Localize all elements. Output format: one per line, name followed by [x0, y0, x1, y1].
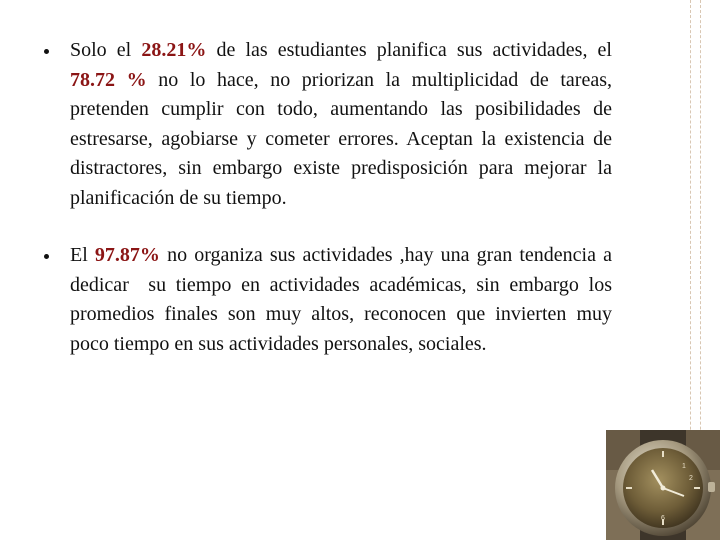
percentage-highlight: 78.72 %: [70, 68, 147, 91]
wristwatch-icon: [606, 430, 720, 540]
percentage-highlight: 97.87%: [94, 244, 160, 266]
text-segment: El: [70, 244, 95, 266]
bullet-dot-icon: [44, 49, 49, 54]
text-segment: no organiza sus actividades ,hay una gran tendencia a dedicar su tiempo en actividades académicas, sin embargo los promedios finales son muy altos, reconocen que invierten muy poco tiempo en sus actividades personales, sociales.: [70, 244, 617, 355]
bullet-text: [70, 36, 612, 213]
watch-numeral: 6: [661, 515, 665, 522]
bullet-dot-icon: [44, 254, 49, 259]
watch-crown: [708, 482, 715, 492]
watch-numeral: 1: [682, 463, 686, 470]
watch-numeral: 2: [689, 475, 693, 482]
text-segment: de las estudiantes planifica sus actividades, el: [206, 39, 612, 61]
text-segment: Solo el: [70, 39, 142, 61]
watch-center-pin: [661, 486, 666, 491]
text-segment: no lo hace, no priorizan la multiplicidad de tareas, pretenden cumplir con todo, aumentando las posibilidades de estresarse, agobiarse y cometer errores. Aceptan la existencia de distractores, sin embargo existe predisposición para mejorar la planificación de su tiempo.: [70, 68, 613, 209]
percentage-highlight: 28.21%: [141, 39, 207, 61]
slide-body: [40, 36, 617, 359]
bullet-text: [70, 241, 617, 359]
bullet-item: [40, 241, 617, 359]
bullet-item: [40, 36, 612, 213]
